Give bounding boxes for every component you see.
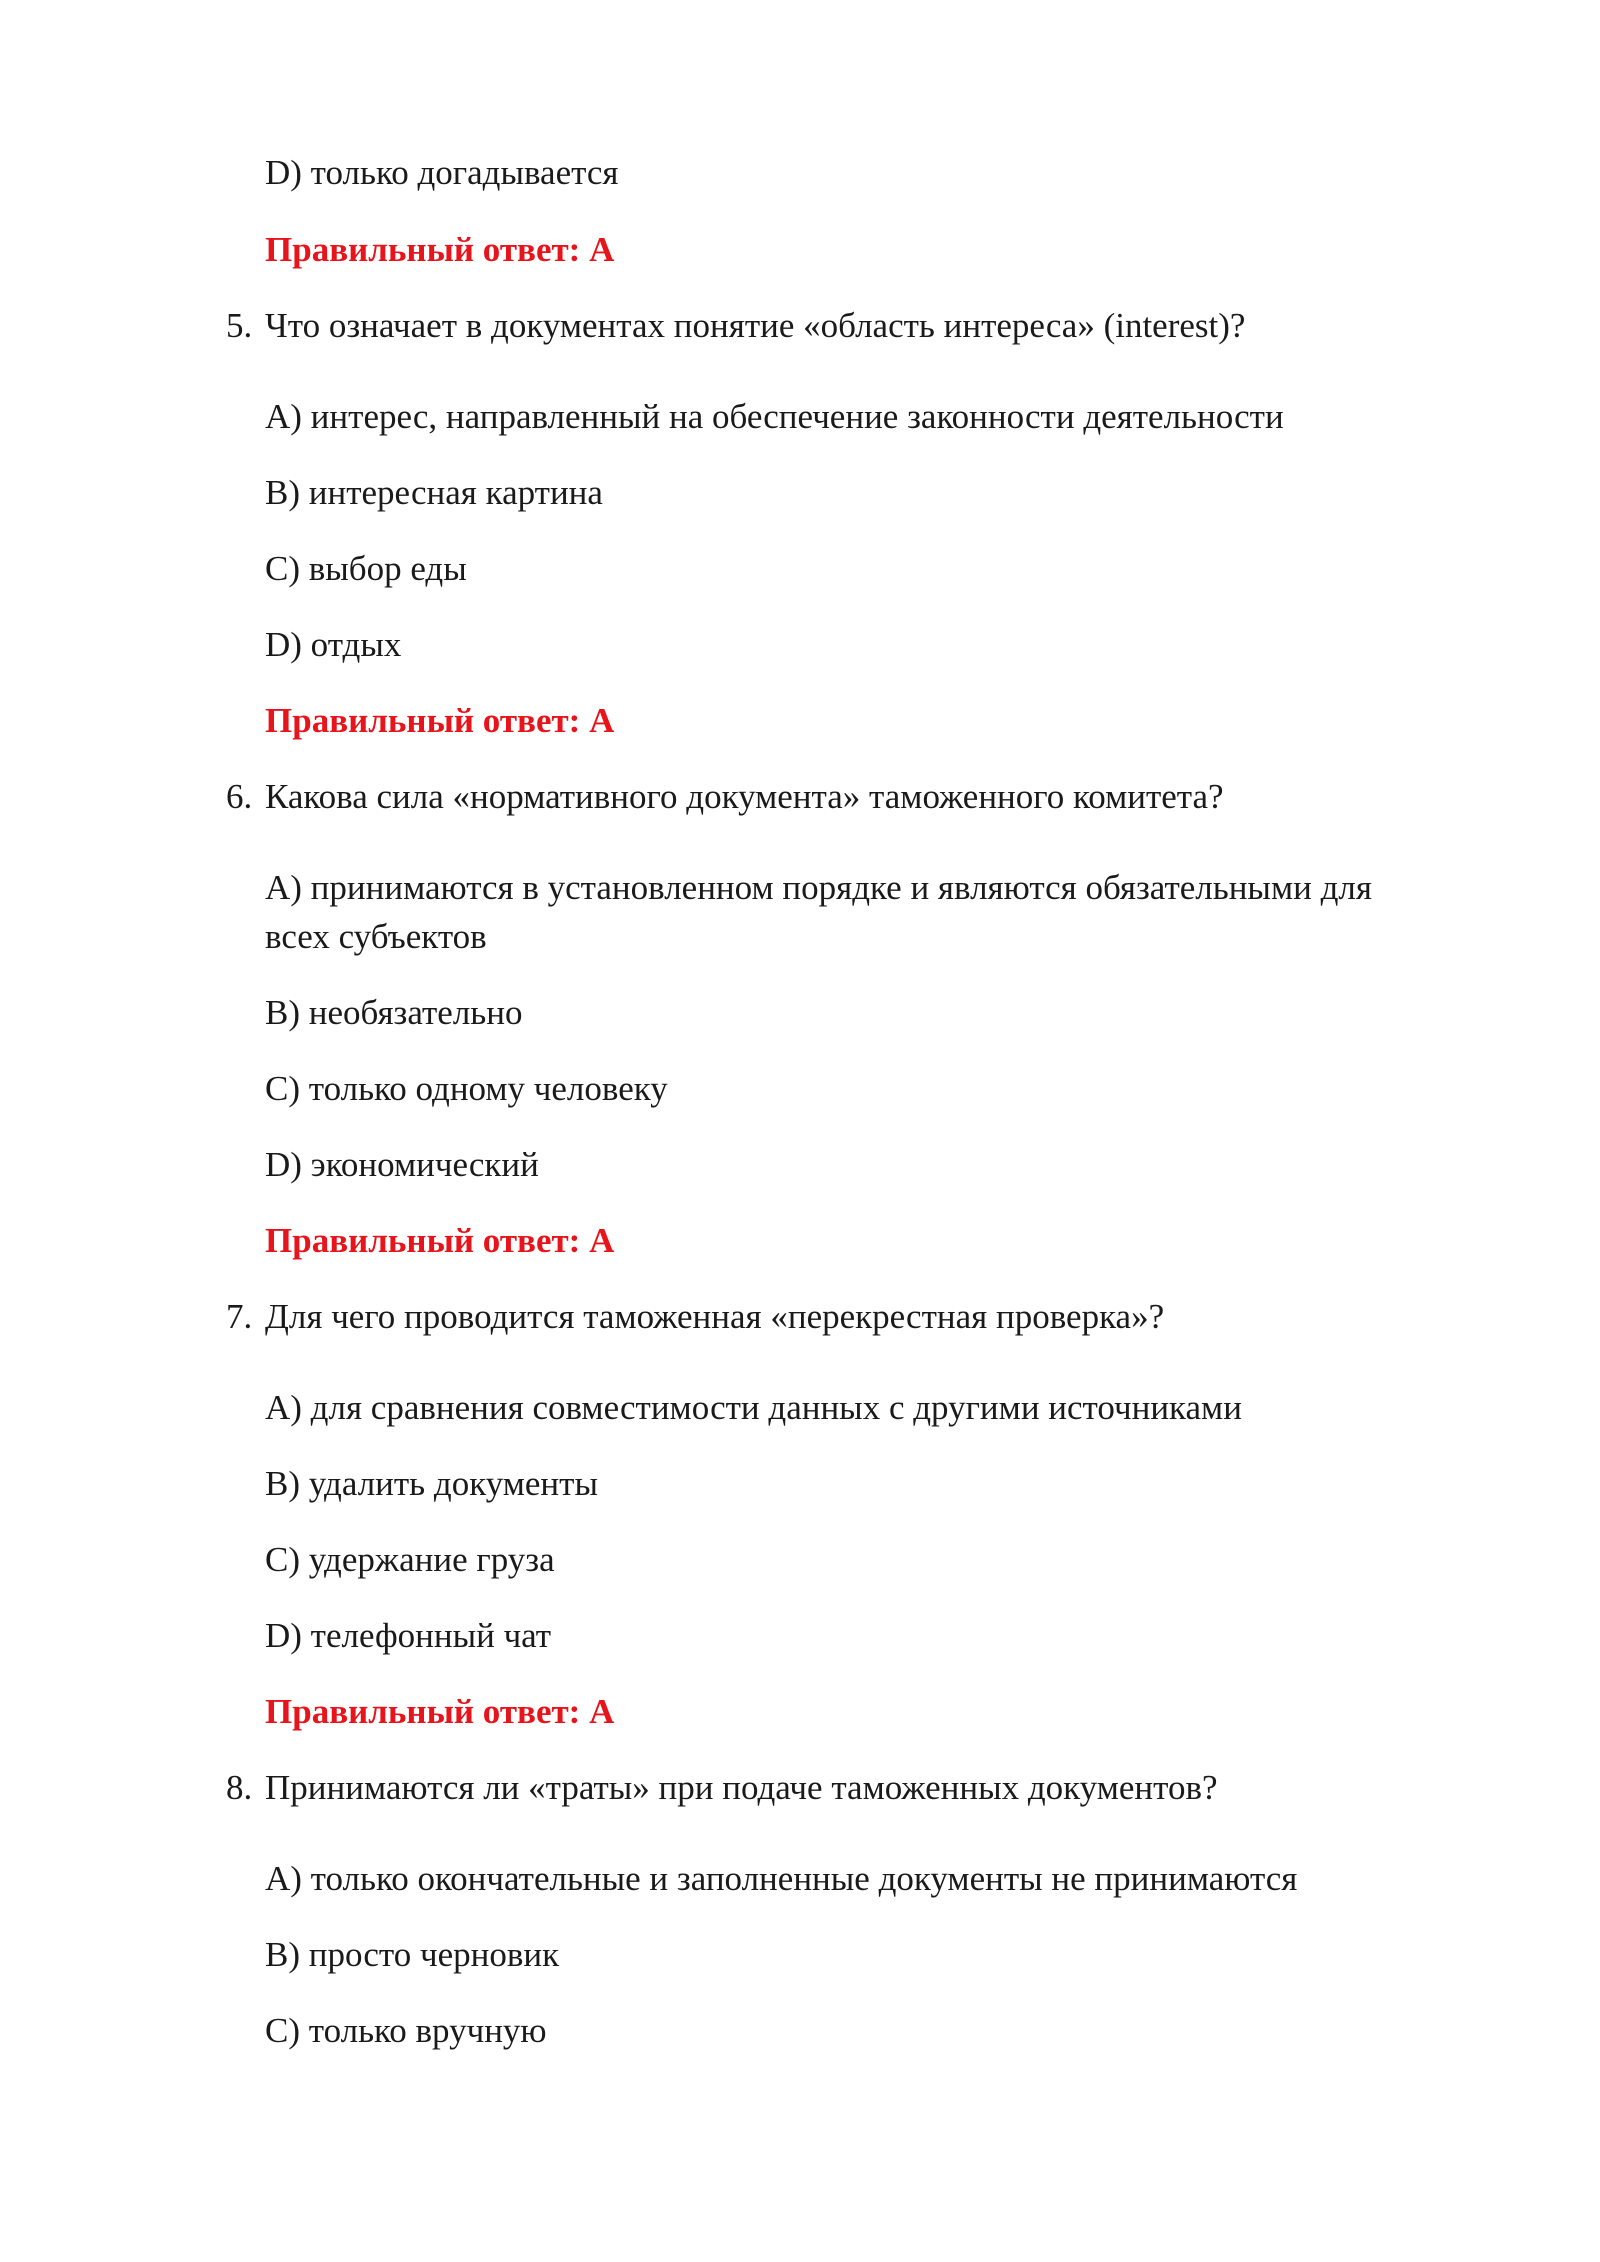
question-5-option-a: A) интерес, направленный на обеспечение законности деятельности <box>265 397 1284 436</box>
question-6-answer: Правильный ответ: A <box>265 1221 615 1260</box>
question-8-option-a: A) только окончательные и заполненные документы не принимаются <box>265 1859 1298 1898</box>
question-5-option-b: B) интересная картина <box>265 473 603 512</box>
question-5-number: 5. <box>226 306 253 345</box>
option-lead-d: D) только догадывается <box>265 153 619 192</box>
question-7-answer: Правильный ответ: A <box>265 1692 615 1731</box>
question-6-option-c: C) только одному человеку <box>265 1069 668 1108</box>
question-6-option-b: B) необязательно <box>265 993 523 1032</box>
question-7-number: 7. <box>226 1297 253 1336</box>
question-5-option-d: D) отдых <box>265 625 402 664</box>
question-8-option-b: B) просто черновик <box>265 1935 560 1974</box>
question-5 <box>226 301 1245 351</box>
question-7-option-d: D) телефонный чат <box>265 1616 552 1655</box>
question-5-text: Что означает в документах понятие «область интереса» (interest)? <box>265 306 1246 345</box>
question-5-option-c: C) выбор еды <box>265 549 467 588</box>
question-7-option-c: C) удержание груза <box>265 1540 555 1579</box>
question-7 <box>226 1292 1164 1342</box>
question-5-answer: Правильный ответ: A <box>265 701 615 740</box>
answer-lead: Правильный ответ: A <box>265 230 615 269</box>
question-7-option-a: A) для сравнения совместимости данных с другими источниками <box>265 1388 1242 1427</box>
question-6-option-a: A) принимаются в установленном порядке и являются обязательными для <box>265 868 1372 907</box>
question-6-number: 6. <box>226 777 253 816</box>
question-8-option-c: C) только вручную <box>265 2011 547 2050</box>
question-7-option-b: B) удалить документы <box>265 1464 598 1503</box>
question-8-text: Принимаются ли «траты» при подаче таможенных документов? <box>265 1768 1218 1807</box>
question-6-text: Какова сила «нормативного документа» таможенного комитета? <box>265 777 1224 816</box>
question-6-option-a-continued: всех субъектов <box>265 917 487 956</box>
question-8 <box>226 1763 1218 1813</box>
question-8-number: 8. <box>226 1768 253 1807</box>
question-7-text: Для чего проводится таможенная «перекрестная проверка»? <box>265 1297 1165 1336</box>
question-6 <box>226 772 1224 822</box>
question-6-option-d: D) экономический <box>265 1145 539 1184</box>
